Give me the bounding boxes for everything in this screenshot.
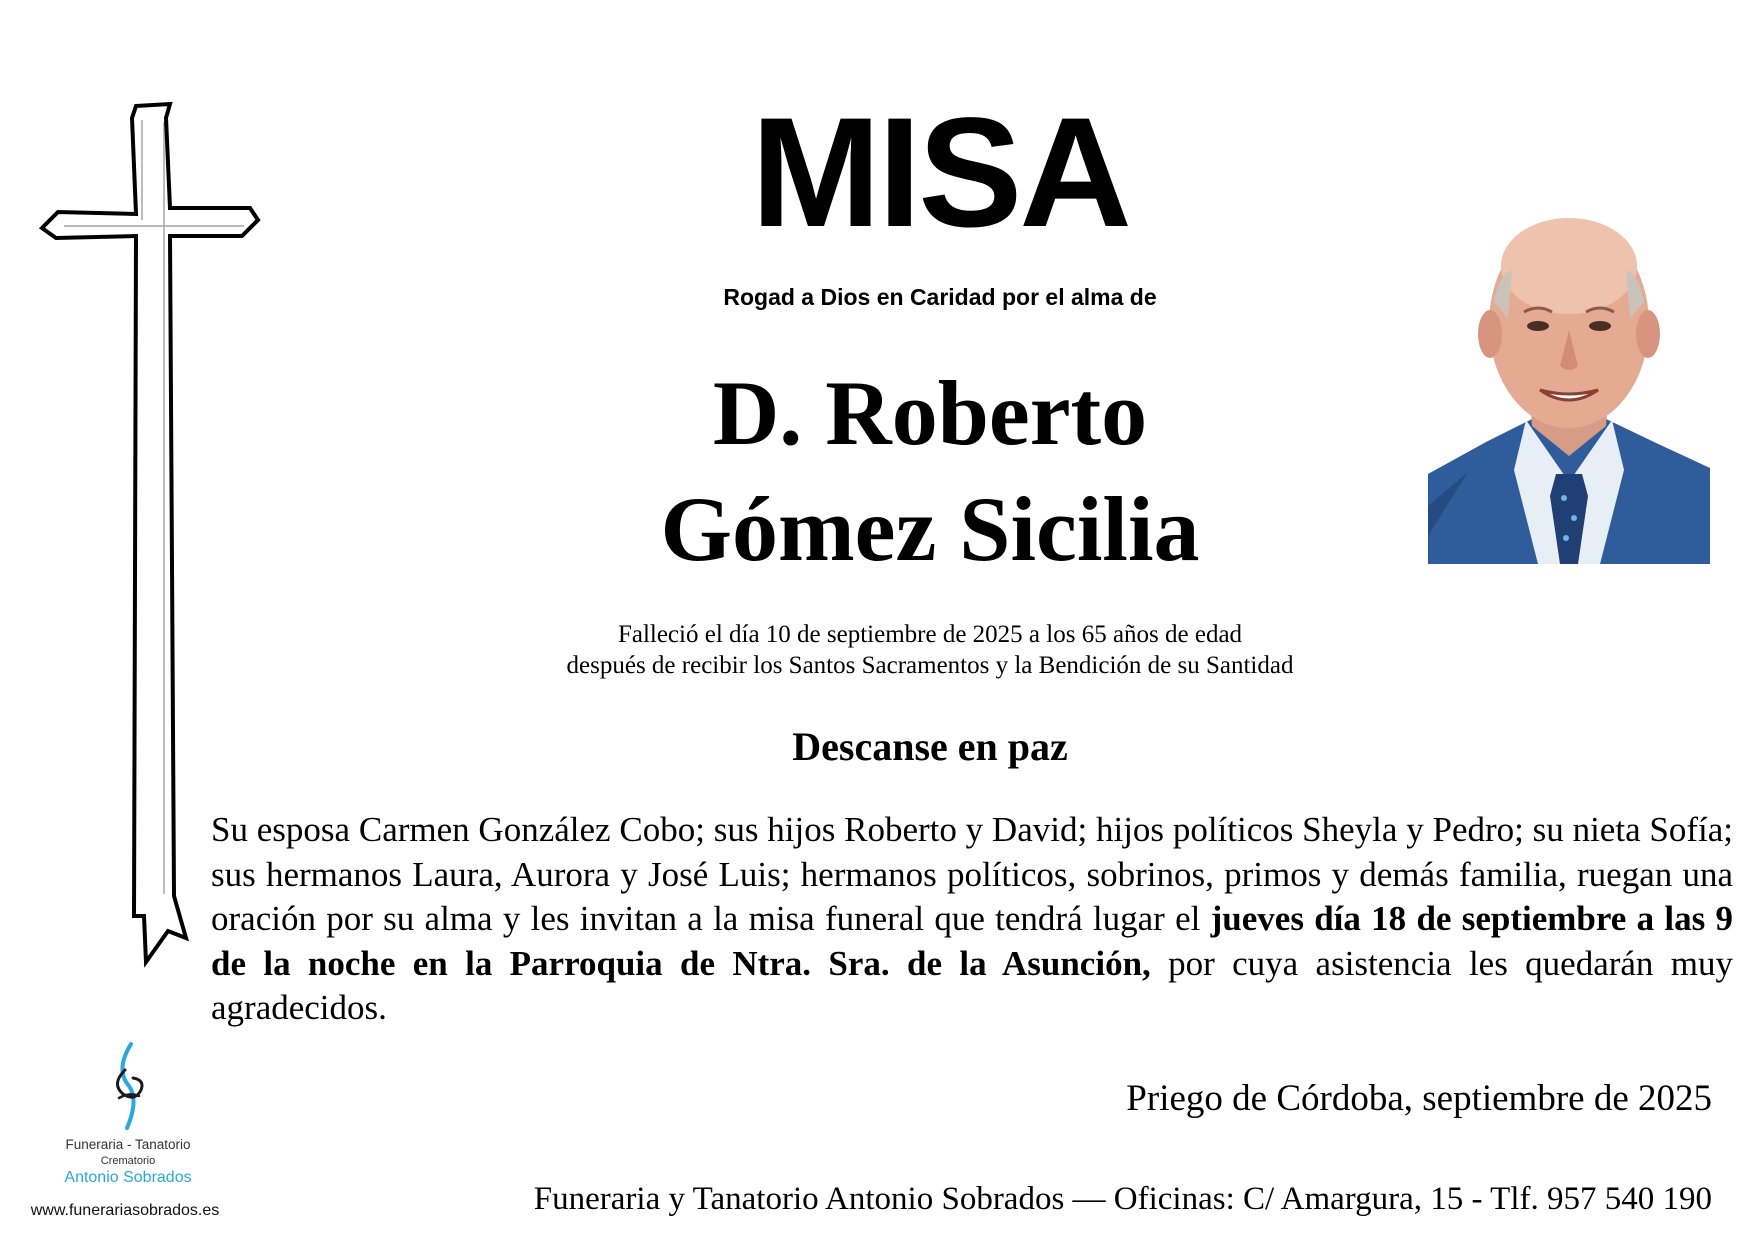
portrait-photo xyxy=(1428,206,1710,564)
body-text-bold: jueves día 18 de septiembre a las 9 de la noche en la Parroquia de Ntra. Sra. de la Asunción, xyxy=(211,899,1733,983)
death-info-line2: después de recibir los Santos Sacramentos y la Bendición de su Santidad xyxy=(566,652,1294,679)
place-date: Priego de Córdoba, septiembre de 2025 xyxy=(1126,1078,1712,1119)
death-info-line1: Falleció el día 10 de septiembre de 2025 a los 65 años de edad xyxy=(617,621,1243,648)
body-text-part2: por cuya asistencia les quedarán muy agradecidos. xyxy=(211,943,1733,1027)
logo-text-line3: Antonio Sobrados xyxy=(64,1169,192,1186)
page-title: MISA xyxy=(751,86,1129,260)
prayer-subtitle: Rogad a Dios en Caridad por el alma de xyxy=(723,284,1157,310)
website-url: www.funerariasobrados.es xyxy=(30,1202,220,1219)
logo-text-line2: Crematorio xyxy=(100,1155,156,1167)
funeral-home-logo xyxy=(28,1040,228,1235)
rest-in-peace: Descanse en paz xyxy=(792,724,1068,769)
footer-contact: Funeraria y Tanatorio Antonio Sobrados — Oficinas: C/ Amargura, 15 - Tlf. 957 540 190 xyxy=(533,1181,1712,1217)
body-text-part1: Su esposa Carmen González Cobo; sus hijos Roberto y David; hijos políticos Sheyla y Pedro; su nieta Sofía; sus hermanos Laura, Aurora y José Luis; hermanos políticos, sobrinos, primos y demás familia, ruegan una oración por su alma y les invitan a la misa funeral que tendrá lugar el xyxy=(211,810,1733,938)
deceased-name-line2: Gómez Sicilia xyxy=(660,478,1200,580)
logo-text-line1: Funeraria - Tanatorio xyxy=(65,1137,191,1152)
announcement-body xyxy=(211,808,1733,1031)
logo-mark-icon xyxy=(105,1040,151,1132)
deceased-name-line1: D. Roberto xyxy=(712,362,1148,464)
